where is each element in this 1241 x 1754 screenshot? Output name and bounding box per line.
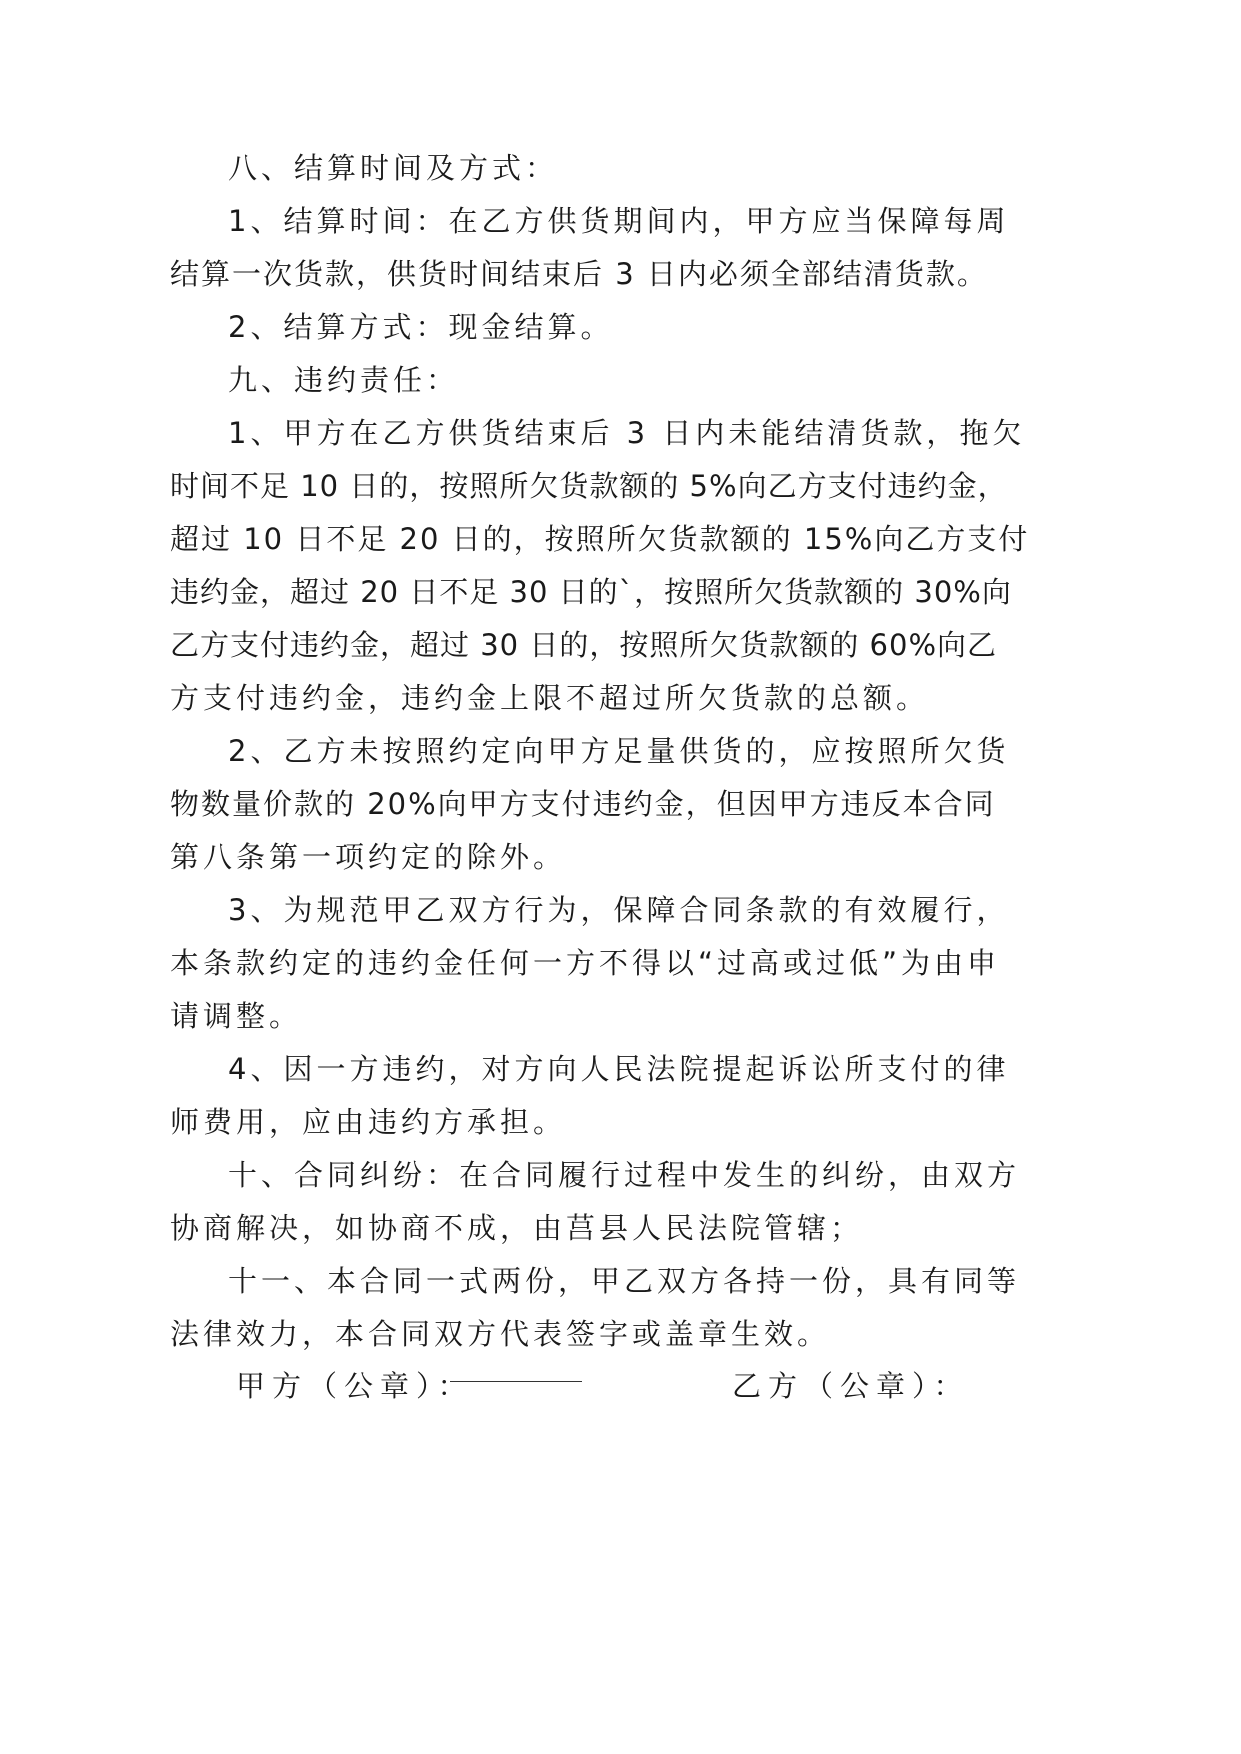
paragraph-line: 协商解决，如协商不成，由莒县人民法院管辖；	[170, 1211, 864, 1245]
paragraph-line: 2、乙方未按照约定向甲方足量供货的，应按照所欠货	[228, 734, 1010, 768]
paragraph-line: 请调整。	[170, 999, 303, 1033]
paragraph-line: 物数量价款的 20%向甲方支付违约金，但因甲方违反本合同	[170, 787, 996, 821]
party-a-seal-label: 甲方（公章）：	[236, 1369, 474, 1403]
section-heading: 八、结算时间及方式：	[228, 151, 559, 185]
section-heading: 十一、本合同一式两份，甲乙双方各持一份，具有同等	[228, 1264, 1021, 1298]
paragraph-line: 违约金，超过 20 日不足 30 日的`，按照所欠货款额的 30%向	[170, 575, 1012, 609]
party-b-seal-label: 乙方（公章）：	[732, 1369, 970, 1403]
paragraph-line: 方支付违约金，违约金上限不超过所欠货款的总额。	[170, 681, 930, 715]
paragraph-line: 1、甲方在乙方供货结束后 3 日内未能结清货款，拖欠	[228, 416, 1026, 450]
paragraph-line: 2、结算方式：现金结算。	[228, 310, 614, 344]
section-heading: 九、违约责任：	[228, 363, 460, 397]
paragraph-line: 本条款约定的违约金任何一方不得以“过高或过低”为由申	[170, 946, 1001, 980]
paragraph-line: 时间不足 10 日的，按照所欠货款额的 5%向乙方支付违约金，	[170, 469, 1008, 503]
paragraph-line: 师费用，应由违约方承担。	[170, 1105, 567, 1139]
paragraph-line: 结算一次货款，供货时间结束后 3 日内必须全部结清货款。	[170, 257, 988, 291]
paragraph-line: 1、结算时间：在乙方供货期间内，甲方应当保障每周	[228, 204, 1010, 238]
paragraph-line: 第八条第一项约定的除外。	[170, 840, 567, 874]
paragraph-line: 法律效力，本合同双方代表签字或盖章生效。	[170, 1317, 831, 1351]
section-heading: 十、合同纠纷：在合同履行过程中发生的纠纷，由双方	[228, 1158, 1021, 1192]
paragraph-line: 超过 10 日不足 20 日的，按照所欠货款额的 15%向乙方支付	[170, 522, 1030, 556]
paragraph-line: 3、为规范甲乙双方行为，保障合同条款的有效履行，	[228, 893, 1010, 927]
paragraph-line: 4、因一方违约，对方向人民法院提起诉讼所支付的律	[228, 1052, 1010, 1086]
paragraph-line: 乙方支付违约金，超过 30 日的，按照所欠货款额的 60%向乙	[170, 628, 998, 662]
party-a-signature-line[interactable]	[450, 1380, 582, 1382]
